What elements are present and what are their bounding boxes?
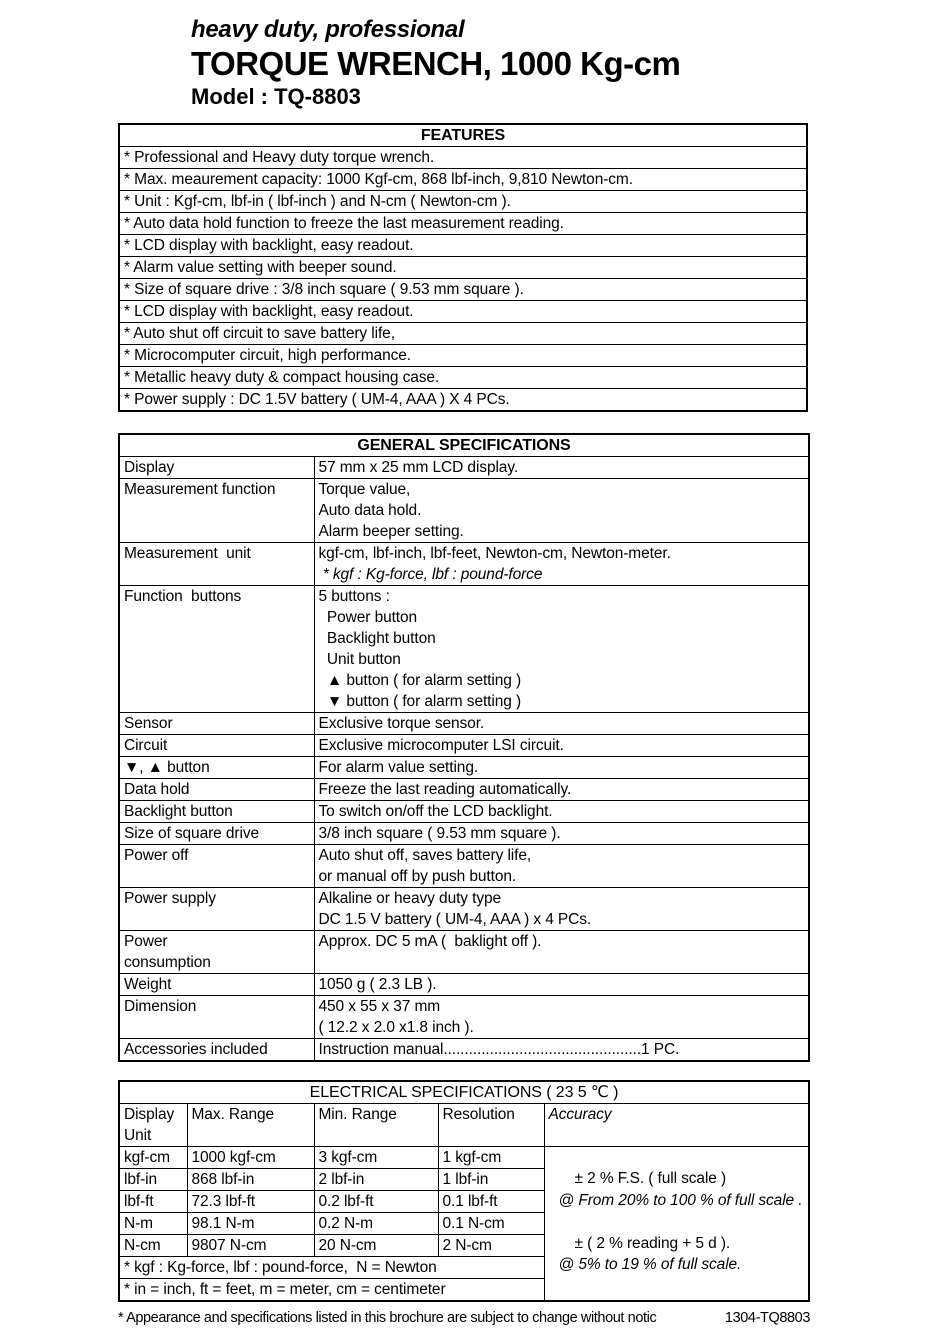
electrical-cell: N-cm xyxy=(119,1235,187,1257)
spec-label xyxy=(119,735,314,757)
spec-label-line: Accessories included xyxy=(124,1041,268,1058)
feature-text: * Auto data hold function to freeze the last measurement reading. xyxy=(119,213,807,235)
spec-label-line: Function buttons xyxy=(124,588,242,605)
spec-row xyxy=(119,931,809,974)
features-row xyxy=(119,389,807,412)
spec-label-line: Measurement unit xyxy=(124,545,251,562)
electrical-cell: 0.2 lbf-ft xyxy=(314,1191,438,1213)
spec-label xyxy=(119,996,314,1039)
general-specifications-table xyxy=(118,433,810,1062)
spec-label-line: Size of square drive xyxy=(124,825,259,842)
features-row xyxy=(119,191,807,213)
spec-label-line: Backlight button xyxy=(124,803,233,820)
feature-text: * Metallic heavy duty & compact housing case. xyxy=(119,367,807,389)
features-row xyxy=(119,147,807,169)
spec-row xyxy=(119,801,809,823)
electrical-cell: N-m xyxy=(119,1213,187,1235)
spec-row xyxy=(119,757,809,779)
electrical-column-header: Max. Range xyxy=(187,1104,314,1147)
spec-label xyxy=(119,823,314,845)
electrical-specs-title: ELECTRICAL SPECIFICATIONS ( 23 5 ℃ ) xyxy=(119,1081,809,1104)
document-code: 1304-TQ8803 xyxy=(724,1310,810,1326)
spec-value xyxy=(314,1039,809,1062)
features-title-row xyxy=(119,124,807,147)
accuracy-line: @ From 20% to 100 % of full scale . xyxy=(558,1191,803,1209)
spec-value xyxy=(314,974,809,996)
spec-label-line: Display xyxy=(124,459,175,476)
spec-value-line: 3/8 inch square ( 9.53 mm square ). xyxy=(318,825,561,842)
accuracy-cell xyxy=(544,1147,809,1302)
spec-row xyxy=(119,974,809,996)
spec-value xyxy=(314,823,809,845)
electrical-cell: 1 kgf-cm xyxy=(438,1147,544,1169)
spec-value xyxy=(314,801,809,823)
spec-label-line: Power off xyxy=(124,847,189,864)
spec-value-line: ▲ button ( for alarm setting ) xyxy=(318,672,522,689)
electrical-column-header: Resolution xyxy=(438,1104,544,1147)
features-row xyxy=(119,301,807,323)
spec-value-line: Alkaline or heavy duty type xyxy=(318,890,502,907)
feature-text: * LCD display with backlight, easy readout. xyxy=(119,235,807,257)
header xyxy=(191,16,927,110)
spec-row xyxy=(119,888,809,931)
general-specs-title-row xyxy=(119,434,809,457)
spec-value-line: Auto shut off, saves battery life, xyxy=(318,847,532,864)
spec-value-line: DC 1.5 V battery ( UM-4, AAA ) x 4 PCs. xyxy=(318,911,592,928)
spec-row xyxy=(119,479,809,543)
electrical-cell: 1 lbf-in xyxy=(438,1169,544,1191)
feature-text: * Unit : Kgf-cm, lbf-in ( lbf-inch ) and N-cm ( Newton-cm ). xyxy=(119,191,807,213)
electrical-column-header: Display Unit xyxy=(119,1104,187,1147)
spec-value-line: Torque value, xyxy=(318,481,411,498)
features-row xyxy=(119,367,807,389)
spec-value-line: Alarm beeper setting. xyxy=(318,523,464,540)
electrical-cell: kgf-cm xyxy=(119,1147,187,1169)
spec-value-line: kgf-cm, lbf-inch, lbf-feet, Newton-cm, Newton-meter. xyxy=(318,545,671,562)
spec-label-line: Weight xyxy=(124,976,172,993)
spec-value-line: ▼ button ( for alarm setting ) xyxy=(318,693,522,710)
electrical-cell: 2 lbf-in xyxy=(314,1169,438,1191)
features-title: FEATURES xyxy=(119,124,807,147)
spec-label-line: Data hold xyxy=(124,781,190,798)
accuracy-line: @ 5% to 19 % of full scale. xyxy=(558,1256,742,1274)
spec-value-line: To switch on/off the LCD backlight. xyxy=(318,803,553,820)
spec-label-line: Power xyxy=(124,933,168,950)
electrical-cell: 0.1 N-cm xyxy=(438,1213,544,1235)
spec-label-line: Measurement function xyxy=(124,481,276,498)
spec-row xyxy=(119,845,809,888)
spec-value xyxy=(314,757,809,779)
features-row xyxy=(119,235,807,257)
spec-value xyxy=(314,457,809,479)
spec-value-line: or manual off by push button. xyxy=(318,868,517,885)
spec-label xyxy=(119,457,314,479)
spec-value xyxy=(314,713,809,735)
electrical-cell: 20 N-cm xyxy=(314,1235,438,1257)
spec-value-line: Backlight button xyxy=(318,630,436,647)
spec-label xyxy=(119,713,314,735)
electrical-cell: 0.2 N-m xyxy=(314,1213,438,1235)
electrical-cell: 72.3 lbf-ft xyxy=(187,1191,314,1213)
features-row xyxy=(119,257,807,279)
feature-text: * Max. meaurement capacity: 1000 Kgf-cm, 868 lbf-inch, 9,810 Newton-cm. xyxy=(119,169,807,191)
tagline: heavy duty, professional xyxy=(191,16,465,43)
spec-value xyxy=(314,735,809,757)
spec-value-line: 57 mm x 25 mm LCD display. xyxy=(318,459,519,476)
spec-value xyxy=(314,931,809,974)
spec-value-line: 5 buttons : xyxy=(318,588,390,605)
feature-text: * Alarm value setting with beeper sound. xyxy=(119,257,807,279)
spec-value xyxy=(314,479,809,543)
features-row xyxy=(119,323,807,345)
feature-text: * LCD display with backlight, easy readout. xyxy=(119,301,807,323)
spec-row xyxy=(119,457,809,479)
general-specs-title: GENERAL SPECIFICATIONS xyxy=(119,434,809,457)
spec-label xyxy=(119,931,314,974)
accuracy-line: ± 2 % F.S. ( full scale ) xyxy=(574,1170,727,1188)
electrical-column-header: Accuracy xyxy=(544,1104,809,1147)
spec-row xyxy=(119,996,809,1039)
spec-value xyxy=(314,845,809,888)
spec-label xyxy=(119,801,314,823)
spec-label xyxy=(119,1039,314,1062)
spec-value-line: 450 x 55 x 37 mm xyxy=(318,998,441,1015)
spec-value xyxy=(314,996,809,1039)
spec-label xyxy=(119,757,314,779)
spec-label xyxy=(119,479,314,543)
spec-value xyxy=(314,543,809,586)
spec-row xyxy=(119,543,809,586)
features-row xyxy=(119,345,807,367)
electrical-cell: 1000 kgf-cm xyxy=(187,1147,314,1169)
electrical-specifications-table xyxy=(118,1080,810,1302)
spec-row xyxy=(119,735,809,757)
feature-text: * Microcomputer circuit, high performance. xyxy=(119,345,807,367)
spec-value-line: Freeze the last reading automatically. xyxy=(318,781,572,798)
spec-value xyxy=(314,888,809,931)
electrical-specs-title-row xyxy=(119,1081,809,1104)
feature-text: * Auto shut off circuit to save battery life, xyxy=(119,323,807,345)
electrical-footnote: * in = inch, ft = feet, m = meter, cm = centimeter xyxy=(119,1279,544,1302)
electrical-cell: 3 kgf-cm xyxy=(314,1147,438,1169)
spec-value-line: ( 12.2 x 2.0 x1.8 inch ). xyxy=(318,1019,474,1036)
spec-row xyxy=(119,823,809,845)
features-row xyxy=(119,279,807,301)
feature-text: * Power supply : DC 1.5V battery ( UM-4, AAA ) X 4 PCs. xyxy=(119,389,807,412)
electrical-cell: lbf-ft xyxy=(119,1191,187,1213)
page-title: TORQUE WRENCH, 1000 Kg-cm xyxy=(191,45,681,82)
features-row xyxy=(119,213,807,235)
electrical-cell: lbf-in xyxy=(119,1169,187,1191)
spec-label xyxy=(119,888,314,931)
feature-text: * Size of square drive : 3/8 inch square ( 9.53 mm square ). xyxy=(119,279,807,301)
electrical-cell: 9807 N-cm xyxy=(187,1235,314,1257)
spec-value-line: Exclusive microcomputer LSI circuit. xyxy=(318,737,564,754)
electrical-row xyxy=(119,1147,809,1169)
spec-label-line: consumption xyxy=(124,954,211,971)
accuracy-line: ± ( 2 % reading + 5 d ). xyxy=(574,1234,731,1252)
spec-row xyxy=(119,586,809,713)
spec-value xyxy=(314,779,809,801)
spec-value-line: Approx. DC 5 mA ( baklight off ). xyxy=(318,933,542,950)
spec-label-line: Circuit xyxy=(124,737,168,754)
spec-label xyxy=(119,586,314,713)
spec-label-line: ▼, ▲ button xyxy=(124,759,210,776)
spec-value-line: Instruction manual...............................................1 PC. xyxy=(318,1041,680,1058)
spec-row xyxy=(119,1039,809,1062)
spec-row xyxy=(119,713,809,735)
footer-note: * Appearance and specifications listed in this brochure are subject to change without notic xyxy=(118,1310,657,1326)
electrical-specs-header-row xyxy=(119,1104,809,1147)
spec-value-line: 1050 g ( 2.3 LB ). xyxy=(318,976,437,993)
spec-row xyxy=(119,779,809,801)
spec-value-line: For alarm value setting. xyxy=(318,759,479,776)
spec-label-line: Sensor xyxy=(124,715,173,732)
spec-value-line: * kgf : Kg-force, lbf : pound-force xyxy=(318,566,543,583)
spec-value-line: Unit button xyxy=(318,651,401,668)
accuracy-line xyxy=(545,1147,809,1168)
spec-value-line: Power button xyxy=(318,609,418,626)
spec-label xyxy=(119,845,314,888)
spec-label xyxy=(119,779,314,801)
electrical-column-header: Min. Range xyxy=(314,1104,438,1147)
spec-value-line: Exclusive torque sensor. xyxy=(318,715,485,732)
spec-label xyxy=(119,974,314,996)
footer xyxy=(118,1308,810,1328)
spec-label-line: Dimension xyxy=(124,998,197,1015)
features-row xyxy=(119,169,807,191)
electrical-footnote: * kgf : Kg-force, lbf : pound-force, N = Newton xyxy=(119,1257,544,1279)
features-table xyxy=(118,123,808,412)
spec-label xyxy=(119,543,314,586)
electrical-cell: 868 lbf-in xyxy=(187,1169,314,1191)
electrical-cell: 0.1 lbf-ft xyxy=(438,1191,544,1213)
spec-value-line: Auto data hold. xyxy=(318,502,422,519)
feature-text: * Professional and Heavy duty torque wrench. xyxy=(119,147,807,169)
electrical-cell: 98.1 N-m xyxy=(187,1213,314,1235)
spec-label-line: Power supply xyxy=(124,890,216,907)
model-number: Model : TQ-8803 xyxy=(191,84,361,109)
accuracy-line xyxy=(545,1211,809,1232)
spec-value xyxy=(314,586,809,713)
electrical-cell: 2 N-cm xyxy=(438,1235,544,1257)
